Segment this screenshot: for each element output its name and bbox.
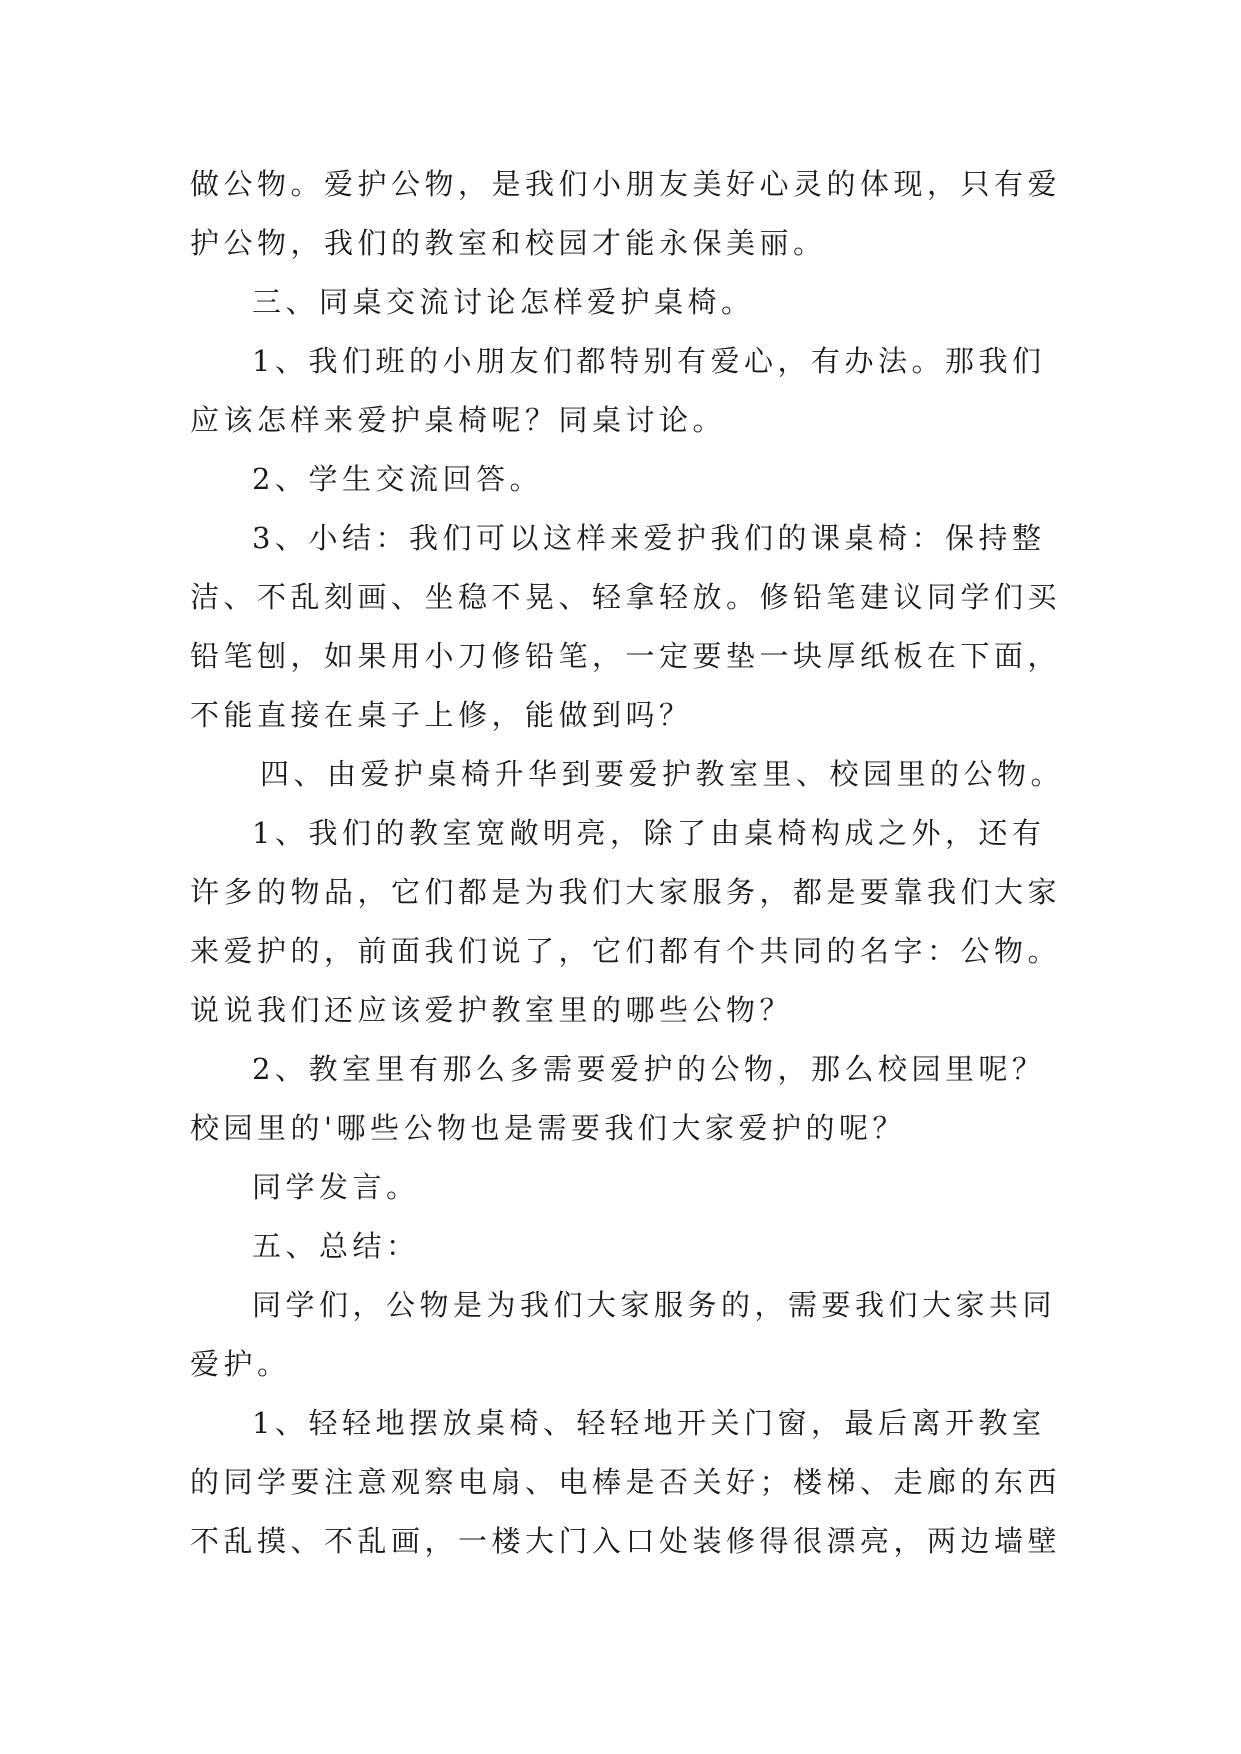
- text-line: 1、我们的教室宽敞明亮，除了由桌椅构成之外，还有: [252, 816, 1046, 850]
- text-line: 说说我们还应该爱护教室里的哪些公物？: [190, 993, 794, 1027]
- text-line: 3、小结：我们可以这样来爱护我们的课桌椅：保持整: [252, 521, 1046, 555]
- text-line: 1、轻轻地摆放桌椅、轻轻地开关门窗，最后离开教室: [252, 1406, 1046, 1440]
- text-line: 不乱摸、不乱画，一楼大门入口处装修得很漂亮，两边墙壁: [190, 1524, 1062, 1558]
- text-line: 1、我们班的小朋友们都特别有爱心，有办法。那我们: [252, 344, 1046, 378]
- section-heading-3: 三、同桌交流讨论怎样爱护桌椅。: [252, 285, 755, 319]
- document-body: [190, 155, 1065, 1571]
- text-line: 2、学生交流回答。: [252, 462, 543, 496]
- text-line: 2、教室里有那么多需要爱护的公物，那么校园里呢？: [252, 1052, 1046, 1086]
- text-line: 洁、不乱刻画、坐稳不晃、轻拿轻放。修铅笔建议同学们买: [190, 580, 1062, 614]
- text-line: 铅笔刨，如果用小刀修铅笔，一定要垫一块厚纸板在下面，: [190, 639, 1062, 673]
- text-line: 的同学要注意观察电扇、电棒是否关好；楼梯、走廊的东西: [190, 1465, 1062, 1499]
- section-heading-5: 五、总结：: [252, 1229, 420, 1263]
- text-line: 同学发言。: [252, 1170, 420, 1204]
- text-line: 校园里的'哪些公物也是需要我们大家爱护的呢？: [190, 1111, 906, 1145]
- text-line: 做公物。爱护公物，是我们小朋友美好心灵的体现，只有爱: [190, 167, 1062, 201]
- text-line: 来爱护的，前面我们说了，它们都有个共同的名字：公物。: [190, 934, 1062, 968]
- text-line: 同学们，公物是为我们大家服务的，需要我们大家共同: [252, 1288, 1057, 1322]
- text-line: 应该怎样来爱护桌椅呢？同桌讨论。: [190, 403, 727, 437]
- text-line: 不能直接在桌子上修，能做到吗？: [190, 698, 693, 732]
- text-line: 爱护。: [190, 1347, 291, 1381]
- text-line: 护公物，我们的教室和校园才能永保美丽。: [190, 226, 827, 260]
- text-line: 许多的物品，它们都是为我们大家服务，都是要靠我们大家: [190, 875, 1062, 909]
- section-heading-4: 四、由爱护桌椅升华到要爱护教室里、校园里的公物。: [260, 757, 1065, 791]
